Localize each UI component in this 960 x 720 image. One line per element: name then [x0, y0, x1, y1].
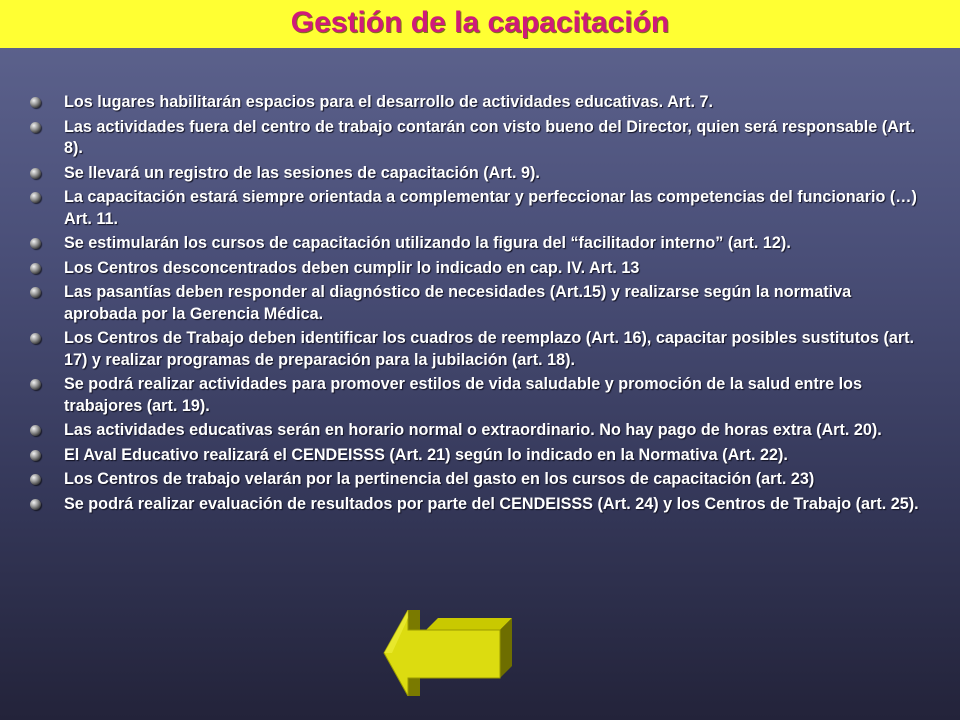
list-item-text: Se podrá realizar evaluación de resultados por parte del CENDEISSS (Art. 24) y los Centros de Trabajo (art. 25).: [64, 494, 919, 513]
list-item-text: Las actividades educativas serán en horario normal o extraordinario. No hay pago de horas extra (Art. 20).: [64, 421, 882, 439]
list-item: [28, 163, 928, 185]
bullet-list: [28, 92, 928, 518]
list-item: [28, 374, 928, 417]
bullet-icon: [30, 192, 41, 203]
bullet-icon: [30, 499, 41, 510]
list-item-text: La capacitación estará siempre orientada a complementar y perfeccionar las competencias del funcionario (…) Art. 11.: [64, 188, 917, 228]
bullet-icon: [30, 333, 41, 344]
list-item: [28, 328, 928, 371]
list-item-text: Se llevará un registro de las sesiones de capacitación (Art. 9).: [64, 163, 540, 182]
list-item-text: Los Centros de trabajo velarán por la pertinencia del gasto en los cursos de capacitación (art. 23): [64, 470, 815, 488]
list-item: [28, 187, 928, 230]
list-item-text: Los Centros de Trabajo deben identificar los cuadros de reemplazo (Art. 16), capacitar posibles sustitutos (art. 17) y realizar programas de preparación para la jubilación (art. 18).: [64, 329, 915, 369]
list-item-text: Los lugares habilitarán espacios para el desarrollo de actividades educativas. Art. 7.: [64, 93, 713, 111]
list-item: [28, 494, 928, 516]
list-item-text: El Aval Educativo realizará el CENDEISSS (Art. 21) según lo indicado en la Normativa (Art. 22).: [64, 445, 788, 464]
list-item: [28, 258, 928, 280]
list-item: [28, 92, 928, 114]
slide-title: Gestión de la capacitación: [290, 6, 670, 39]
bullet-icon: [30, 379, 41, 390]
bullet-icon: [30, 474, 41, 485]
bullet-icon: [30, 168, 41, 179]
list-item-text: Las actividades fuera del centro de trabajo contarán con visto bueno del Director, quien será responsable (Art. 8).: [64, 117, 915, 157]
list-item: [28, 469, 928, 491]
list-item-text: Se podrá realizar actividades para promover estilos de vida saludable y promoción de la salud entre los trabajores (art. 19).: [64, 375, 862, 415]
back-arrow-button[interactable]: [380, 610, 514, 696]
bullet-icon: [30, 97, 41, 108]
back-arrow-icon: [380, 610, 514, 696]
list-item: [28, 282, 928, 325]
bullet-icon: [30, 450, 41, 461]
bullet-icon: [30, 122, 41, 133]
bullet-icon: [30, 263, 41, 274]
title-bar: [0, 0, 960, 48]
bullet-icon: [30, 238, 41, 249]
list-item: [28, 233, 928, 255]
bullet-icon: [30, 425, 41, 436]
list-item-text: Se estimularán los cursos de capacitación utilizando la figura del “facilitador interno” (art. 12).: [64, 234, 791, 252]
list-item: [28, 445, 928, 467]
list-item-text: Las pasantías deben responder al diagnóstico de necesidades (Art.15) y realizarse según la normativa aprobada por la Gerencia Médica.: [64, 283, 852, 323]
list-item: [28, 420, 928, 442]
bullet-icon: [30, 287, 41, 298]
list-item: [28, 117, 928, 160]
list-item-text: Los Centros desconcentrados deben cumplir lo indicado en cap. IV. Art. 13: [64, 258, 640, 277]
